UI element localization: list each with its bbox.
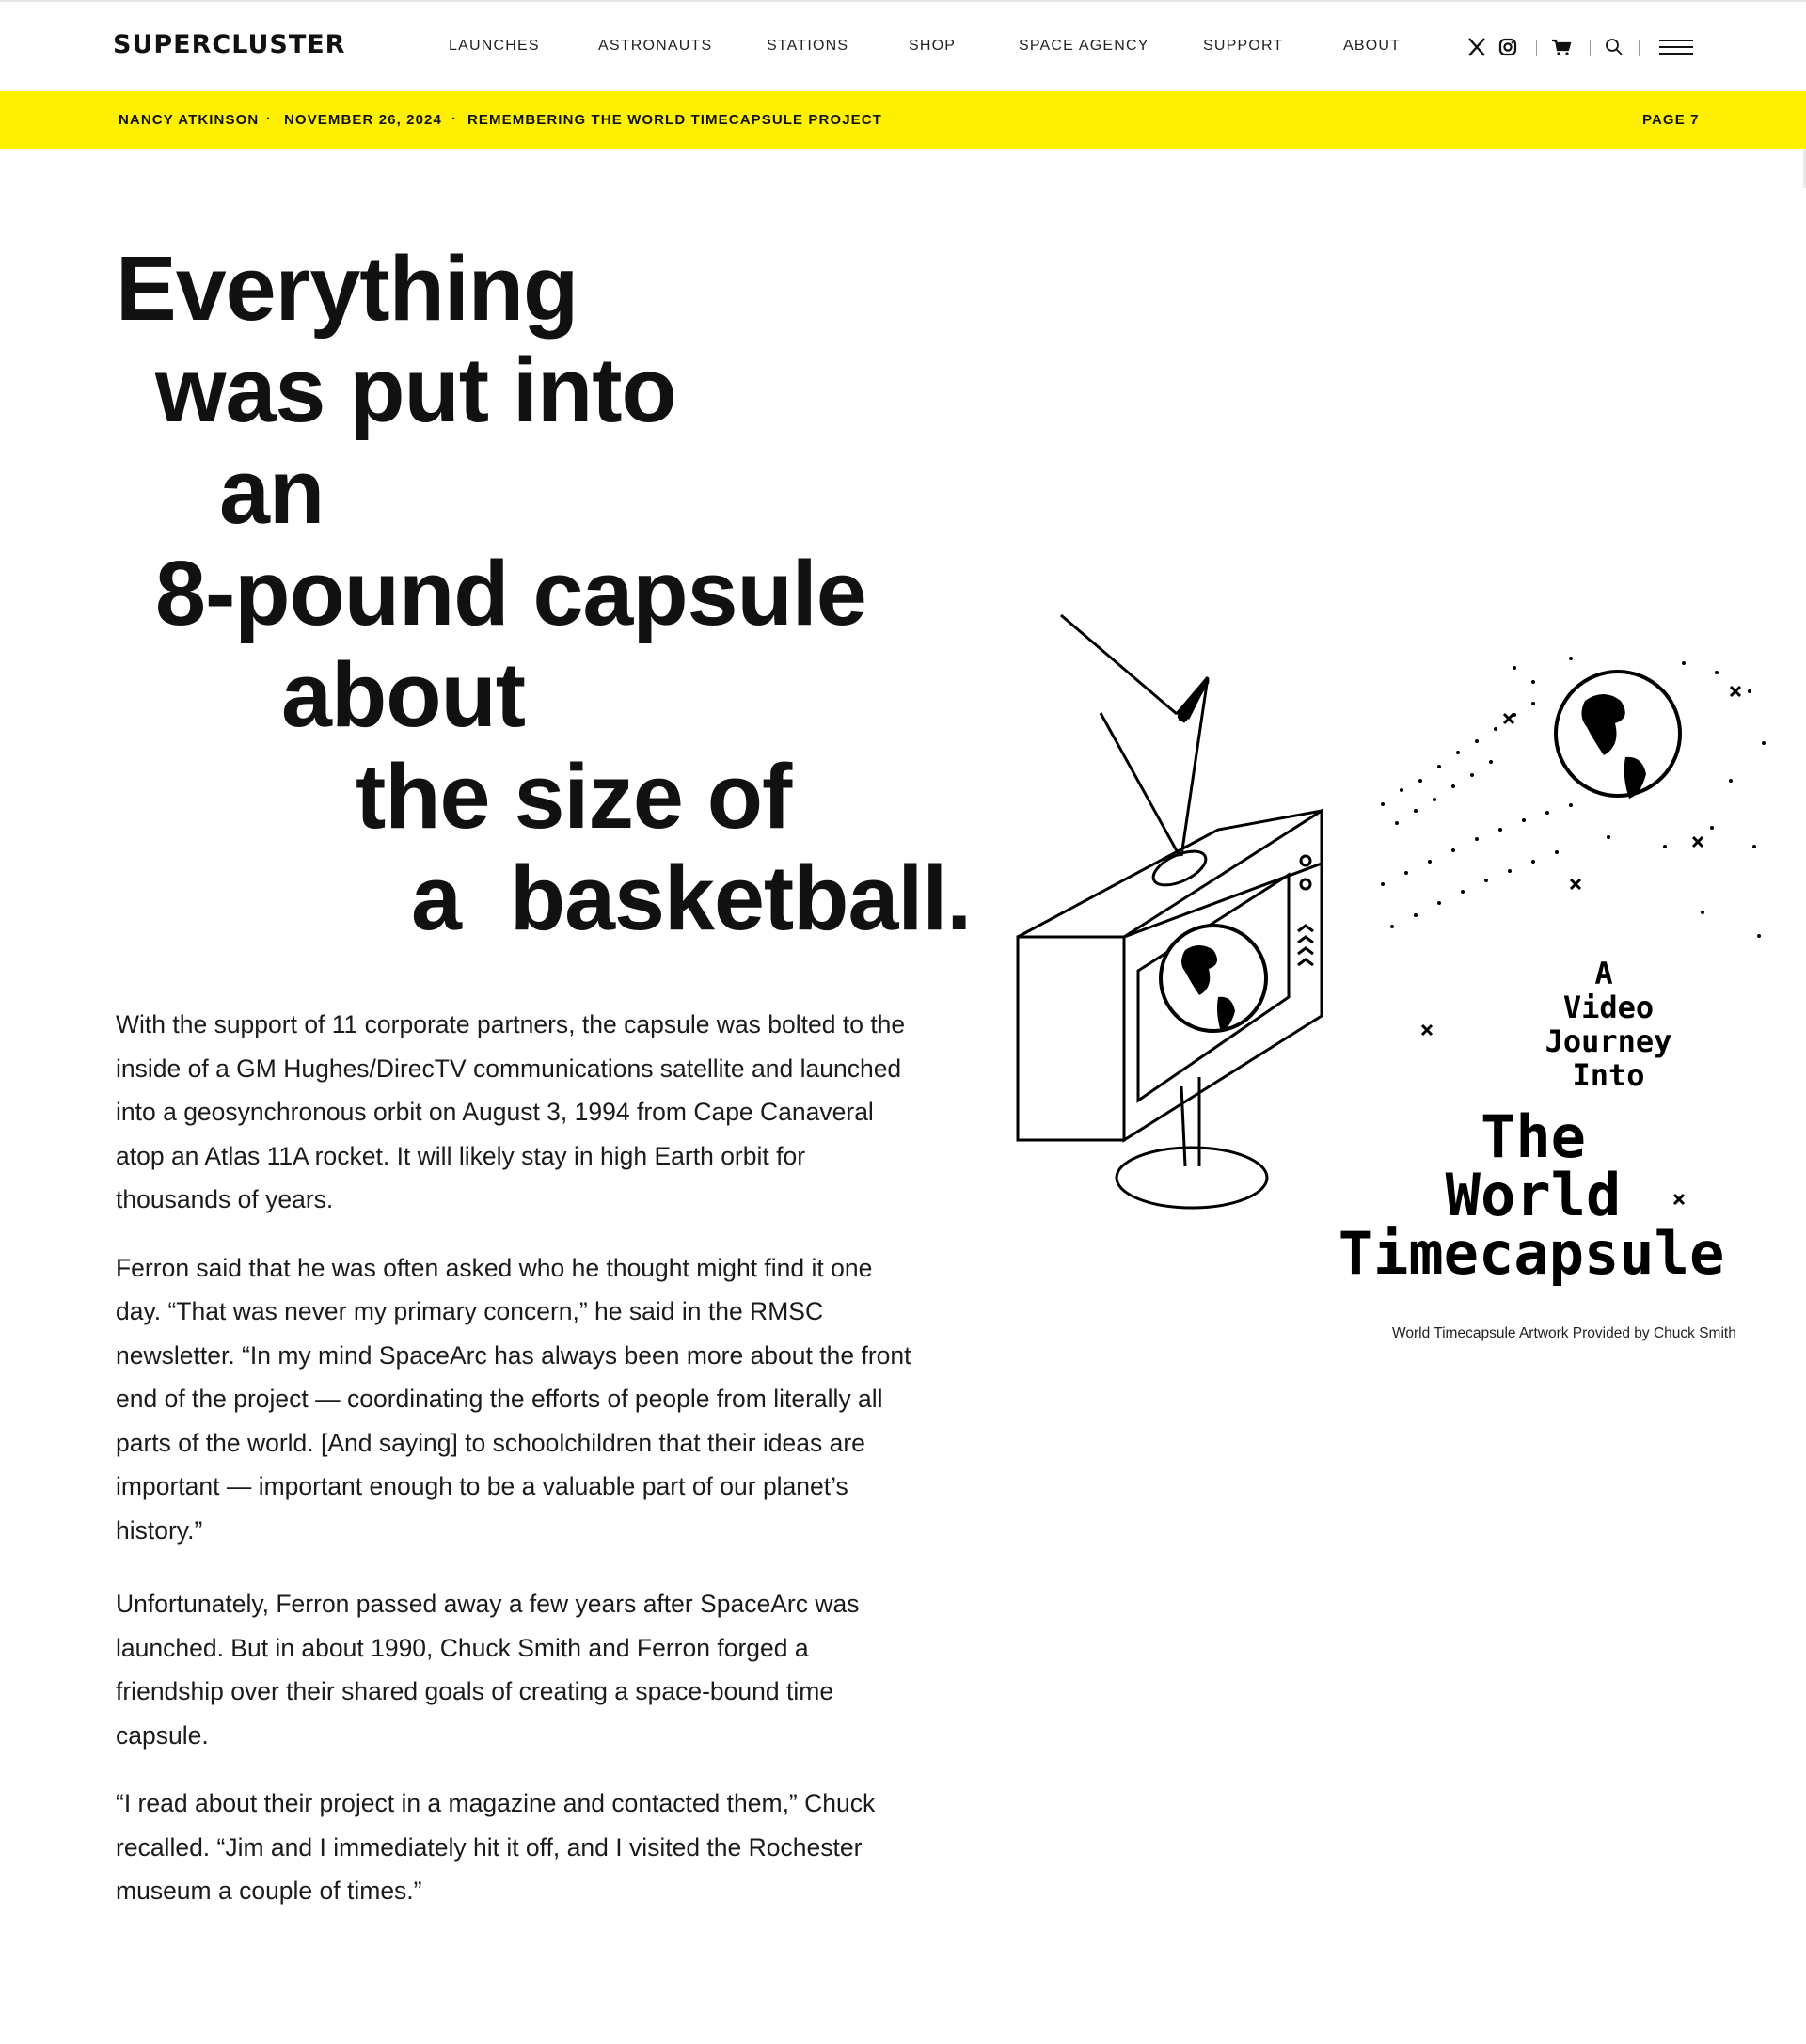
headline-line: the size of bbox=[356, 745, 792, 848]
meta-separator: · bbox=[266, 111, 271, 127]
headline-line: about bbox=[281, 643, 526, 746]
art-subtitle-line: Journey bbox=[1545, 1023, 1672, 1059]
story-title-link[interactable]: REMEMBERING THE WORLD TIMECAPSULE PROJECT bbox=[467, 112, 882, 128]
art-subtitle-line: Into bbox=[1572, 1057, 1645, 1093]
art-title-line: Timecapsule bbox=[1338, 1219, 1725, 1288]
article-meta-bar bbox=[0, 91, 1806, 149]
meta-separator: · bbox=[452, 111, 456, 127]
headline-line: an bbox=[219, 440, 325, 543]
nav-divider bbox=[1639, 40, 1640, 56]
art-title-line: The bbox=[1481, 1102, 1586, 1171]
nav-link-launches[interactable]: LAUNCHES bbox=[449, 38, 540, 54]
article-paragraph: Unfortunately, Ferron passed away a few years after SpaceArc was launched. But in about 1990, Chuck Smith and Ferron forged a friendship over their shared goals of creating a space-bound time capsule. bbox=[116, 1590, 860, 1750]
top-navigation bbox=[0, 0, 1806, 91]
article-body bbox=[116, 1003, 915, 1938]
earth-in-tv bbox=[1161, 926, 1266, 1032]
artwork-caption: World Timecapsule Artwork Provided by Chuck Smith bbox=[1392, 1325, 1736, 1341]
x-logo-icon[interactable] bbox=[1465, 36, 1488, 58]
nav-link-about[interactable]: ABOUT bbox=[1343, 38, 1402, 54]
menu-icon[interactable] bbox=[1658, 36, 1694, 58]
nav-link-astronauts[interactable]: ASTRONAUTS bbox=[598, 38, 713, 54]
nav-link-space-agency[interactable]: SPACE AGENCY bbox=[1019, 38, 1149, 54]
nav-link-shop[interactable]: SHOP bbox=[909, 38, 957, 54]
earth-in-space bbox=[1556, 672, 1680, 799]
author-link[interactable]: NANCY ATKINSON bbox=[119, 112, 260, 128]
publish-date: NOVEMBER 26, 2024 bbox=[284, 112, 442, 128]
art-subtitle-line: A bbox=[1594, 956, 1613, 991]
nav-divider bbox=[1590, 40, 1591, 56]
headline-line: Everything bbox=[116, 237, 578, 340]
article-paragraph: Ferron said that he was often asked who he thought might find it one day. “That was never my primary concern,” he said in the RMSC newsletter. “In my mind SpaceArc has always been more about the front end of the project — coordinating the efforts of people from literally all parts of the world. [And saying] to schoolchildren that their ideas are important — important enough to be a valuable part of our planet’s history.” bbox=[116, 1253, 911, 1545]
headline-line: was put into bbox=[155, 339, 676, 441]
article-paragraph: “I read about their project in a magazine and contacted them,” Chuck recalled. “Jim and I immediately hit it off, and I visited the Rochester museum a couple of times.” bbox=[116, 1789, 876, 1905]
headline-line: 8-pound capsule bbox=[155, 542, 866, 644]
art-title-line: World bbox=[1445, 1161, 1622, 1229]
cart-icon[interactable] bbox=[1550, 36, 1573, 58]
nav-divider bbox=[1536, 40, 1537, 56]
page-number: PAGE 7 bbox=[1642, 112, 1700, 128]
search-icon[interactable] bbox=[1603, 36, 1625, 58]
site-logo[interactable]: SUPERCLUSTER bbox=[113, 30, 346, 59]
nav-link-stations[interactable]: STATIONS bbox=[767, 38, 849, 54]
tv-side bbox=[1018, 937, 1124, 1140]
headline-line: a basketball. bbox=[411, 847, 972, 949]
nav-link-support[interactable]: SUPPORT bbox=[1203, 38, 1284, 54]
article-paragraph: With the support of 11 corporate partners, the capsule was bolted to the inside of a GM Hughes/DirecTV communications satellite and launched into a geosynchronous orbit on August 3, 1994 from Cape Canaveral atop an Atlas 11A rocket. It will likely stay in high Earth orbit for thousands of years. bbox=[116, 1010, 906, 1213]
tv-antenna bbox=[1061, 615, 1177, 714]
retro-tv-earth-illustration bbox=[1006, 602, 1787, 1298]
instagram-icon[interactable] bbox=[1497, 36, 1519, 58]
art-subtitle-line: Video bbox=[1562, 990, 1655, 1025]
